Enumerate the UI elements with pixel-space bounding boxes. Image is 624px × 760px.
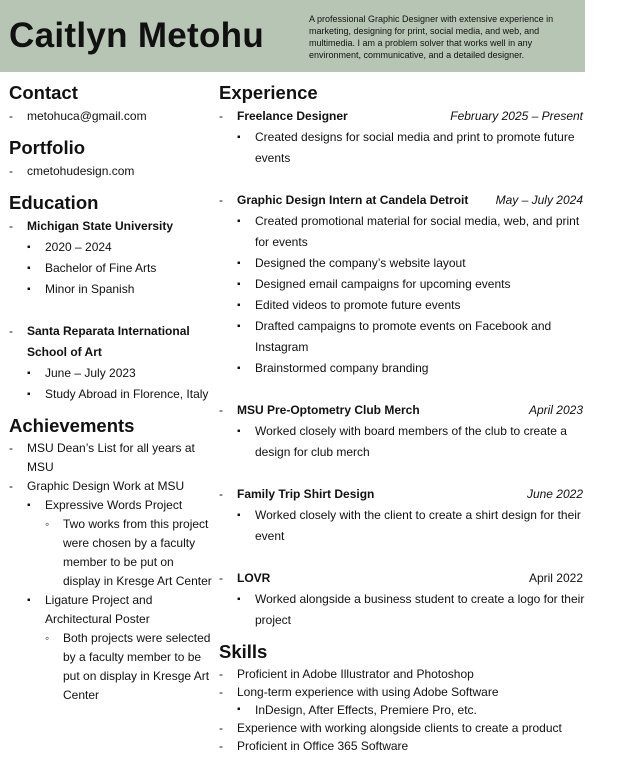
- job-date: June 2022: [526, 487, 583, 501]
- header-band: [0, 0, 585, 72]
- job-title: MSU Pre-Optometry Club Merch: [237, 403, 420, 417]
- portfolio-link[interactable]: - cmetohudesign.com: [9, 161, 214, 182]
- summary-text: A professional Graphic Designer with extensive experience in marketing, designing for print, social media, and web, and multimedia. I am a problem solver that works well in any environment, communicative, and a detailed designer.: [309, 14, 554, 60]
- job-bullet: ▪ Worked alongside a business student to create a logo for their project: [237, 589, 589, 631]
- job-date: April 2023: [528, 403, 583, 417]
- education-detail: ▪ Bachelor of Fine Arts: [27, 258, 214, 279]
- skill-item: [219, 683, 589, 719]
- job-title: Graphic Design Intern at Candela Detroit: [237, 193, 469, 207]
- skill-item: - Proficient in Office 365 Software: [219, 737, 589, 755]
- job-bullet: ▪ Designed the company’s website layout: [237, 253, 589, 274]
- achievements-heading: Achievements: [9, 415, 135, 436]
- education-detail: ▪ Study Abroad in Florence, Italy: [27, 384, 214, 405]
- achievement-item: - MSU Dean’s List for all years at MSU: [9, 439, 214, 477]
- job-bullet: ▪ Designed email campaigns for upcoming events: [237, 274, 589, 295]
- skill-label: Long-term experience with using Adobe Software: [237, 685, 499, 699]
- education-detail: ▪ 2020 – 2024: [27, 237, 214, 258]
- achievement-item: [9, 477, 214, 705]
- project-note: ◦ Two works from this project were chosen by a faculty member to be put on display in Kresge Art Center: [45, 515, 214, 591]
- job-bullet: ▪ Worked closely with the client to create a shirt design for their event: [237, 505, 589, 547]
- experience-heading: Experience: [219, 82, 318, 103]
- job-bullet: ▪ Created promotional material for social media, web, and print for events: [237, 211, 589, 253]
- skill-subitem: ▪ InDesign, After Effects, Premiere Pro, etc.: [237, 701, 589, 719]
- skill-item: - Proficient in Adobe Illustrator and Photoshop: [219, 665, 589, 683]
- left-column: [9, 80, 214, 705]
- job-bullet: ▪ Worked closely with board members of the club to create a design for club merch: [237, 421, 589, 463]
- contact-heading: Contact: [9, 82, 78, 103]
- job-title: Family Trip Shirt Design: [237, 487, 375, 501]
- job-entry: [219, 568, 589, 631]
- project-item: [27, 591, 214, 705]
- job-bullet: ▪ Created designs for social media and print to promote future events: [237, 127, 589, 169]
- contact-email[interactable]: - metohuca@gmail.com: [9, 106, 214, 127]
- job-date: February 2025 – Present: [450, 109, 583, 123]
- project-name: Expressive Words Project: [45, 498, 183, 512]
- resume-name: Caitlyn Metohu: [9, 16, 265, 55]
- job-bullet: ▪ Drafted campaigns to promote events on Facebook and Instagram: [237, 316, 589, 358]
- project-note: ◦ Both projects were selected by a faculty member to be put on display in Kresge Art Center: [45, 629, 214, 705]
- school-name: Michigan State University: [27, 219, 174, 233]
- job-title: Freelance Designer: [237, 109, 348, 123]
- job-entry: [219, 484, 589, 547]
- education-item: [9, 321, 214, 405]
- job-entry: [219, 190, 589, 379]
- project-item: [27, 496, 214, 591]
- job-bullet: ▪ Edited videos to promote future events: [237, 295, 589, 316]
- education-heading: Education: [9, 192, 99, 213]
- job-entry: [219, 106, 589, 169]
- job-date: May – July 2024: [495, 193, 583, 207]
- portfolio-heading: Portfolio: [9, 137, 86, 158]
- skills-heading: Skills: [219, 641, 268, 662]
- achievement-label: Graphic Design Work at MSU: [27, 479, 185, 493]
- job-entry: [219, 400, 589, 463]
- education-detail: ▪ Minor in Spanish: [27, 279, 214, 300]
- school-name: Santa Reparata International School of Art: [27, 324, 190, 359]
- job-date: April 2022: [528, 571, 583, 585]
- job-bullet: ▪ Brainstormed company branding: [237, 358, 589, 379]
- education-detail: ▪ June – July 2023: [27, 363, 214, 384]
- skill-item: - Experience with working alongside clients to create a product: [219, 719, 589, 737]
- education-item: [9, 216, 214, 300]
- project-name: Ligature Project and Architectural Poster: [45, 593, 153, 626]
- right-column: [219, 80, 589, 755]
- job-title: LOVR: [237, 571, 271, 585]
